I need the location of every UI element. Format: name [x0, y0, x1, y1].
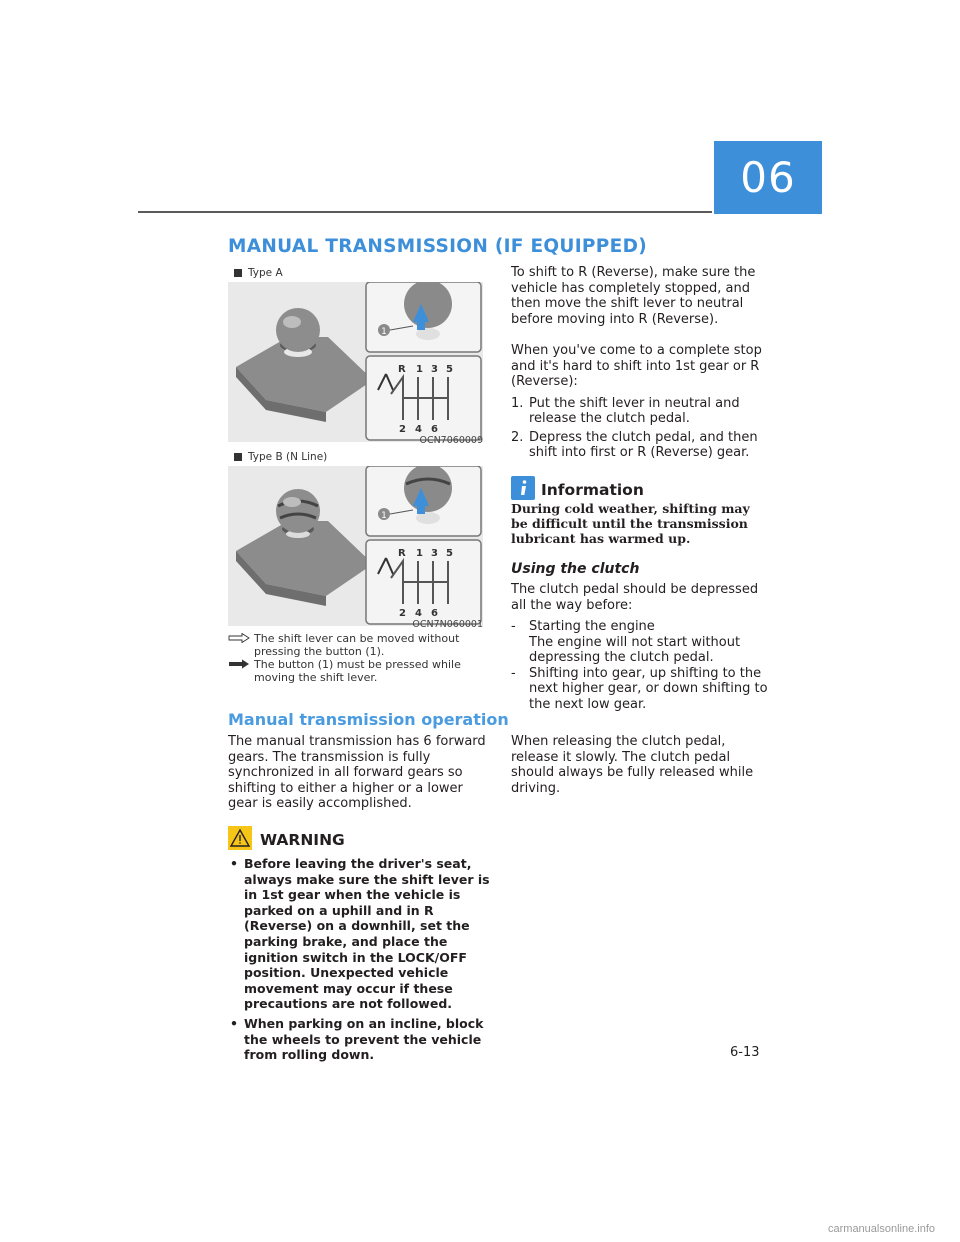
warning-item: • Before leaving the driver's seat, always make sure the shift lever is in 1st gear when the vehicle is parked on a uphill and in R (Reverse) on a downhill, set the parking brake, and place the ignition switch in the LOCK/OFF position. Unexpected vehicle movement may occur if these precautions are not followed.: [228, 856, 490, 1012]
warning-list: [228, 856, 490, 1067]
figure-b-code: OCN7N060001: [412, 619, 483, 630]
gear-4: 4: [415, 424, 422, 435]
list-item: 2. Depress the clutch pedal, and then shift into first or R (Reverse) gear.: [511, 429, 758, 460]
watermark: carmanualsonline.info: [828, 1223, 936, 1235]
page-number: 6-13: [730, 1045, 760, 1060]
gear-5: 5: [446, 364, 453, 375]
gear-4: 4: [415, 608, 422, 619]
steps-list: [511, 396, 769, 461]
stop-paragraph: When you've come to a complete stop and it's hard to shift into 1st gear or R (Reverse):: [511, 343, 762, 389]
shift-lever-illustration-b: [228, 466, 483, 626]
shift-lever-illustration-a: [228, 282, 483, 442]
figure-b-label: Type B (N Line): [234, 451, 327, 463]
square-bullet-icon: [234, 453, 242, 461]
outline-arrow-icon: [228, 632, 254, 658]
gear-3: 3: [431, 364, 438, 375]
arrow-legend: [228, 632, 488, 684]
header-rule: [138, 211, 712, 213]
gear-6: 6: [431, 424, 438, 435]
figure-a-label: Type A: [234, 267, 283, 279]
clutch-paragraph: The clutch pedal should be depressed all the way before:: [511, 582, 759, 613]
gear-r: R: [398, 364, 406, 375]
figure-type-b: [228, 466, 483, 626]
information-text: During cold weather, shifting may be difficult until the transmission lubricant has warmed up.: [511, 501, 750, 546]
warning-header: WARNING: [228, 826, 345, 854]
chapter-tab: 06: [714, 141, 822, 214]
gear-6: 6: [431, 608, 438, 619]
square-bullet-icon: [234, 269, 242, 277]
list-item: - Shifting into gear, up shifting to the next higher gear, or down shifting to the next low gear.: [511, 665, 768, 712]
list-item: 1. Put the shift lever in neutral and release the clutch pedal.: [511, 395, 740, 426]
gear-5: 5: [446, 548, 453, 559]
operation-paragraph: The manual transmission has 6 forward gears. The transmission is fully synchronized in all forward gears so shifting to either a higher or a lower gear is easily accomplished.: [228, 734, 486, 811]
information-header: Information: [511, 476, 644, 504]
gear-3: 3: [431, 548, 438, 559]
clutch-section: [511, 582, 769, 712]
solid-arrow-icon: [228, 658, 254, 684]
stop-section: [511, 343, 769, 464]
gear-1: 1: [416, 364, 423, 375]
list-item: - Starting the engine The engine will not start without depressing the clutch pedal.: [511, 619, 741, 665]
clutch-list: [511, 619, 769, 712]
figure-type-a: [228, 282, 483, 442]
gear-1: 1: [416, 548, 423, 559]
legend-solid-arrow: The button (1) must be pressed while moving the shift lever.: [228, 658, 488, 684]
gear-2: 2: [399, 608, 406, 619]
reverse-paragraph: To shift to R (Reverse), make sure the vehicle has completely stopped, and then move the shift lever to neutral before moving into R (Reverse).: [511, 265, 756, 327]
warning-item: • When parking on an incline, block the wheels to prevent the vehicle from rolling down.: [228, 1016, 490, 1063]
figure-a-code: OCN7060009: [419, 435, 483, 446]
gear-2: 2: [399, 424, 406, 435]
release-paragraph: When releasing the clutch pedal, release it slowly. The clutch pedal should always be fully released while driving.: [511, 734, 754, 796]
callout-number: 1: [381, 327, 387, 337]
callout-number: 1: [381, 511, 387, 521]
gear-r: R: [398, 548, 406, 559]
section-title: MANUAL TRANSMISSION (IF EQUIPPED): [228, 236, 647, 257]
operation-heading: Manual transmission operation: [228, 710, 509, 729]
clutch-heading: Using the clutch: [511, 561, 640, 577]
info-icon: [511, 476, 535, 504]
legend-outline-arrow: The shift lever can be moved without pressing the button (1).: [228, 632, 488, 658]
warning-icon: [228, 826, 252, 854]
